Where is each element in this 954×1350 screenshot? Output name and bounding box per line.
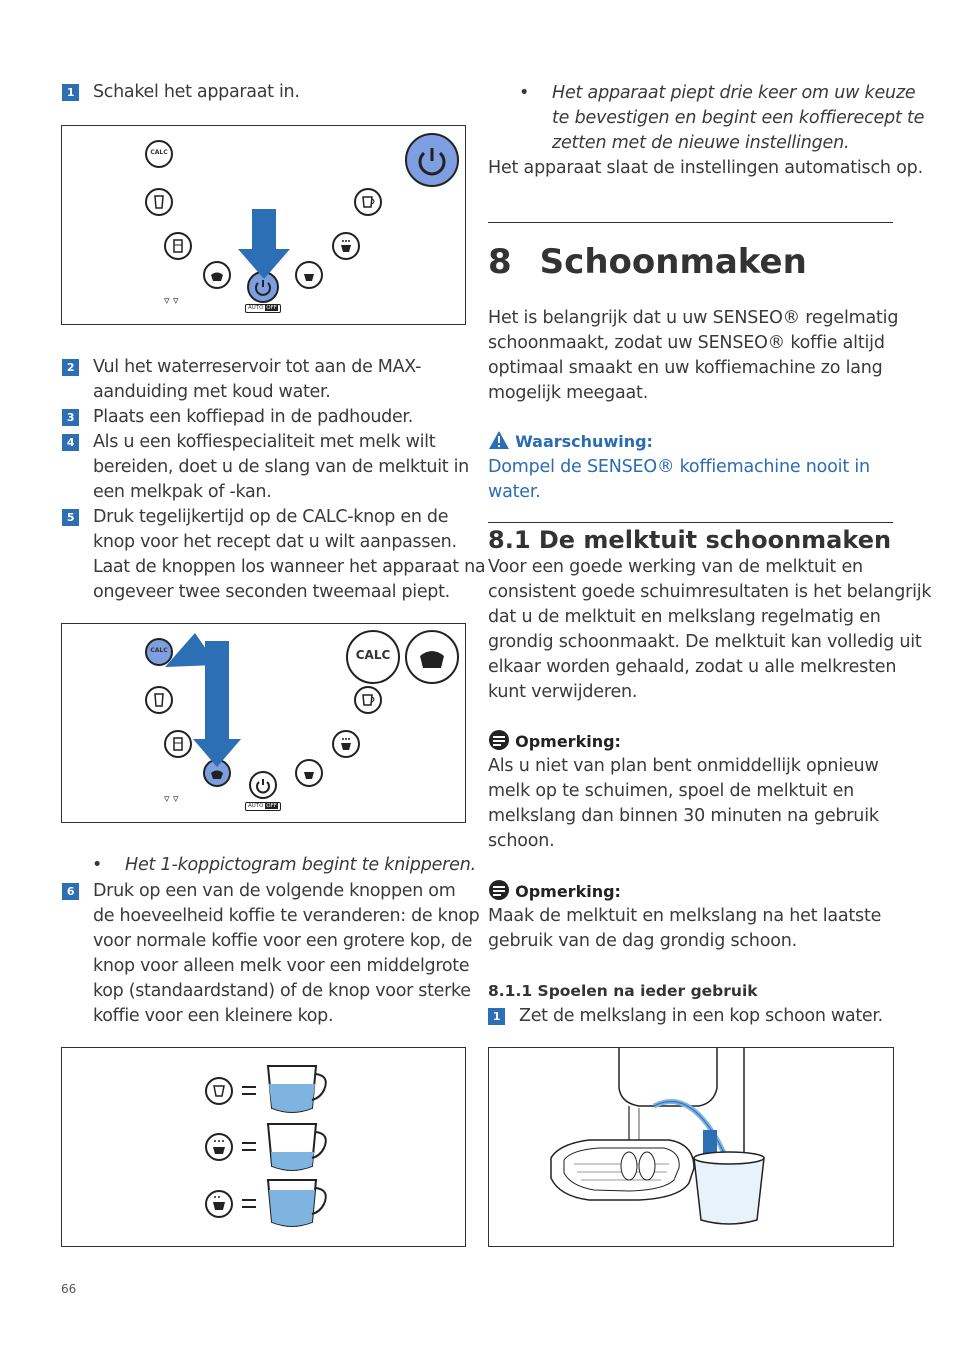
- coffee-normal-icon: [295, 261, 323, 289]
- main-power-button-icon: [405, 133, 459, 187]
- chapter-number: 8: [488, 242, 512, 282]
- calc-button-icon: CALC: [145, 140, 173, 168]
- cup-indicator-icon: ▿ ▿: [164, 792, 179, 805]
- note-heading: Opmerking:: [488, 729, 621, 754]
- figure-control-panel-calc: [61, 623, 466, 823]
- note-heading: Opmerking:: [488, 879, 621, 904]
- step-text: Druk tegelijkertijd op de CALC-knop en de knop voor het recept dat u wilt aanpassen. Laat de knoppen los wanneer het apparaat na ongeveer twee seconden tweemaal piept.: [93, 507, 486, 602]
- auto-off-label: AUTO OFF: [245, 304, 281, 313]
- step-number: 4: [62, 434, 79, 451]
- cup-sizes-illustration: [62, 1048, 467, 1248]
- step-number: 1: [62, 84, 79, 101]
- chapter-title: Schoonmaken: [539, 242, 807, 282]
- step-number: 2: [62, 359, 79, 376]
- step-text: Zet de melkslang in een kop schoon water.: [519, 1006, 883, 1026]
- auto-save-note: Het apparaat slaat de instellingen automatisch op.: [488, 158, 923, 178]
- warning-heading: Waarschuwing:: [488, 430, 653, 454]
- milk-glass-icon: [145, 188, 173, 216]
- step-text: Als u een koffiespecialiteit met melk wilt bereiden, doet u de slang van de melktuit in een melkpak of -kan.: [93, 432, 469, 502]
- calc-button-icon: CALC: [145, 638, 173, 666]
- step-text: Vul het waterreservoir tot aan de MAX- aanduiding met koud water.: [93, 357, 422, 402]
- figure-rinse-milk-hose: [488, 1047, 894, 1247]
- coffee-normal-icon: [295, 759, 323, 787]
- cup-indicator-icon: ▿ ▿: [164, 294, 179, 307]
- power-button-icon: [249, 771, 277, 799]
- calc-large-icon: CALC: [346, 630, 400, 684]
- section-heading: 8.1 De melktuit schoonmaken: [488, 526, 892, 554]
- chapter-heading: [488, 240, 807, 284]
- coffee-strong-icon: [332, 232, 360, 260]
- coffee-cup-icon: [354, 188, 382, 216]
- up-down-arrow-icon: [165, 629, 255, 769]
- step-number: 1: [488, 1008, 505, 1025]
- note-icon: [488, 879, 510, 901]
- warning-icon: [488, 430, 510, 450]
- step-number: 3: [62, 409, 79, 426]
- down-arrow-icon: [234, 209, 294, 309]
- step-text: Plaats een koffiepad in de padhouder.: [93, 407, 413, 427]
- note-text: Maak de melktuit en melkslang na het laatste gebruik van de dag grondig schoon.: [488, 906, 882, 951]
- figure-control-panel-power: [61, 125, 466, 325]
- milk-cup-icon: [203, 261, 231, 289]
- step-number: 6: [62, 883, 79, 900]
- section-divider: [488, 522, 893, 523]
- warning-text: Dompel de SENSEO® koffiemachine nooit in water.: [488, 457, 870, 502]
- auto-off-label: AUTO OFF: [245, 802, 281, 811]
- step-text: Druk op een van de volgende knoppen om de hoeveelheid koffie te veranderen: de knop voor normale koffie voor een grotere kop, de knop voor alleen melk voor een middelgrote kop (standaardstand) of de knop voor sterke koffie voor een kleinere kop.: [93, 881, 480, 1026]
- chapter-intro: Het is belangrijk dat u uw SENSEO® regelmatig schoonmaakt, zodat uw SENSEO® koffie altijd optimaal smaakt en uw koffiemachine zo lang mogelijk meegaat.: [488, 308, 899, 403]
- section-divider: [488, 222, 893, 223]
- machine-rinse-illustration: [489, 1048, 895, 1248]
- latte-glass-icon: [164, 232, 192, 260]
- note-icon: [488, 729, 510, 751]
- milk-large-icon: [405, 630, 459, 684]
- page-number: 66: [61, 1282, 77, 1296]
- subsection-heading: 8.1.1 Spoelen na ieder gebruik: [488, 982, 758, 1000]
- bullet-item: • Het 1-koppictogram begint te knipperen.: [92, 855, 476, 875]
- coffee-strong-icon: [332, 730, 360, 758]
- step-text: Schakel het apparaat in.: [93, 82, 300, 102]
- note-text: Als u niet van plan bent onmiddellijk opnieuw melk op te schuimen, spoel de melktuit en melkslang dan binnen 30 minuten na gebruik schoon.: [488, 756, 879, 851]
- section-text: Voor een goede werking van de melktuit en consistent goede schuimresultaten is het belangrijk dat u de melktuit en melkslang regelmatig en grondig schoonmaakt. De melktuit kan volledig uit elkaar worden gehaald, zodat u alle melkresten kunt verwijderen.: [488, 557, 932, 702]
- figure-cup-sizes: [61, 1047, 466, 1247]
- step-number: 5: [62, 509, 79, 526]
- coffee-cup-icon: [354, 686, 382, 714]
